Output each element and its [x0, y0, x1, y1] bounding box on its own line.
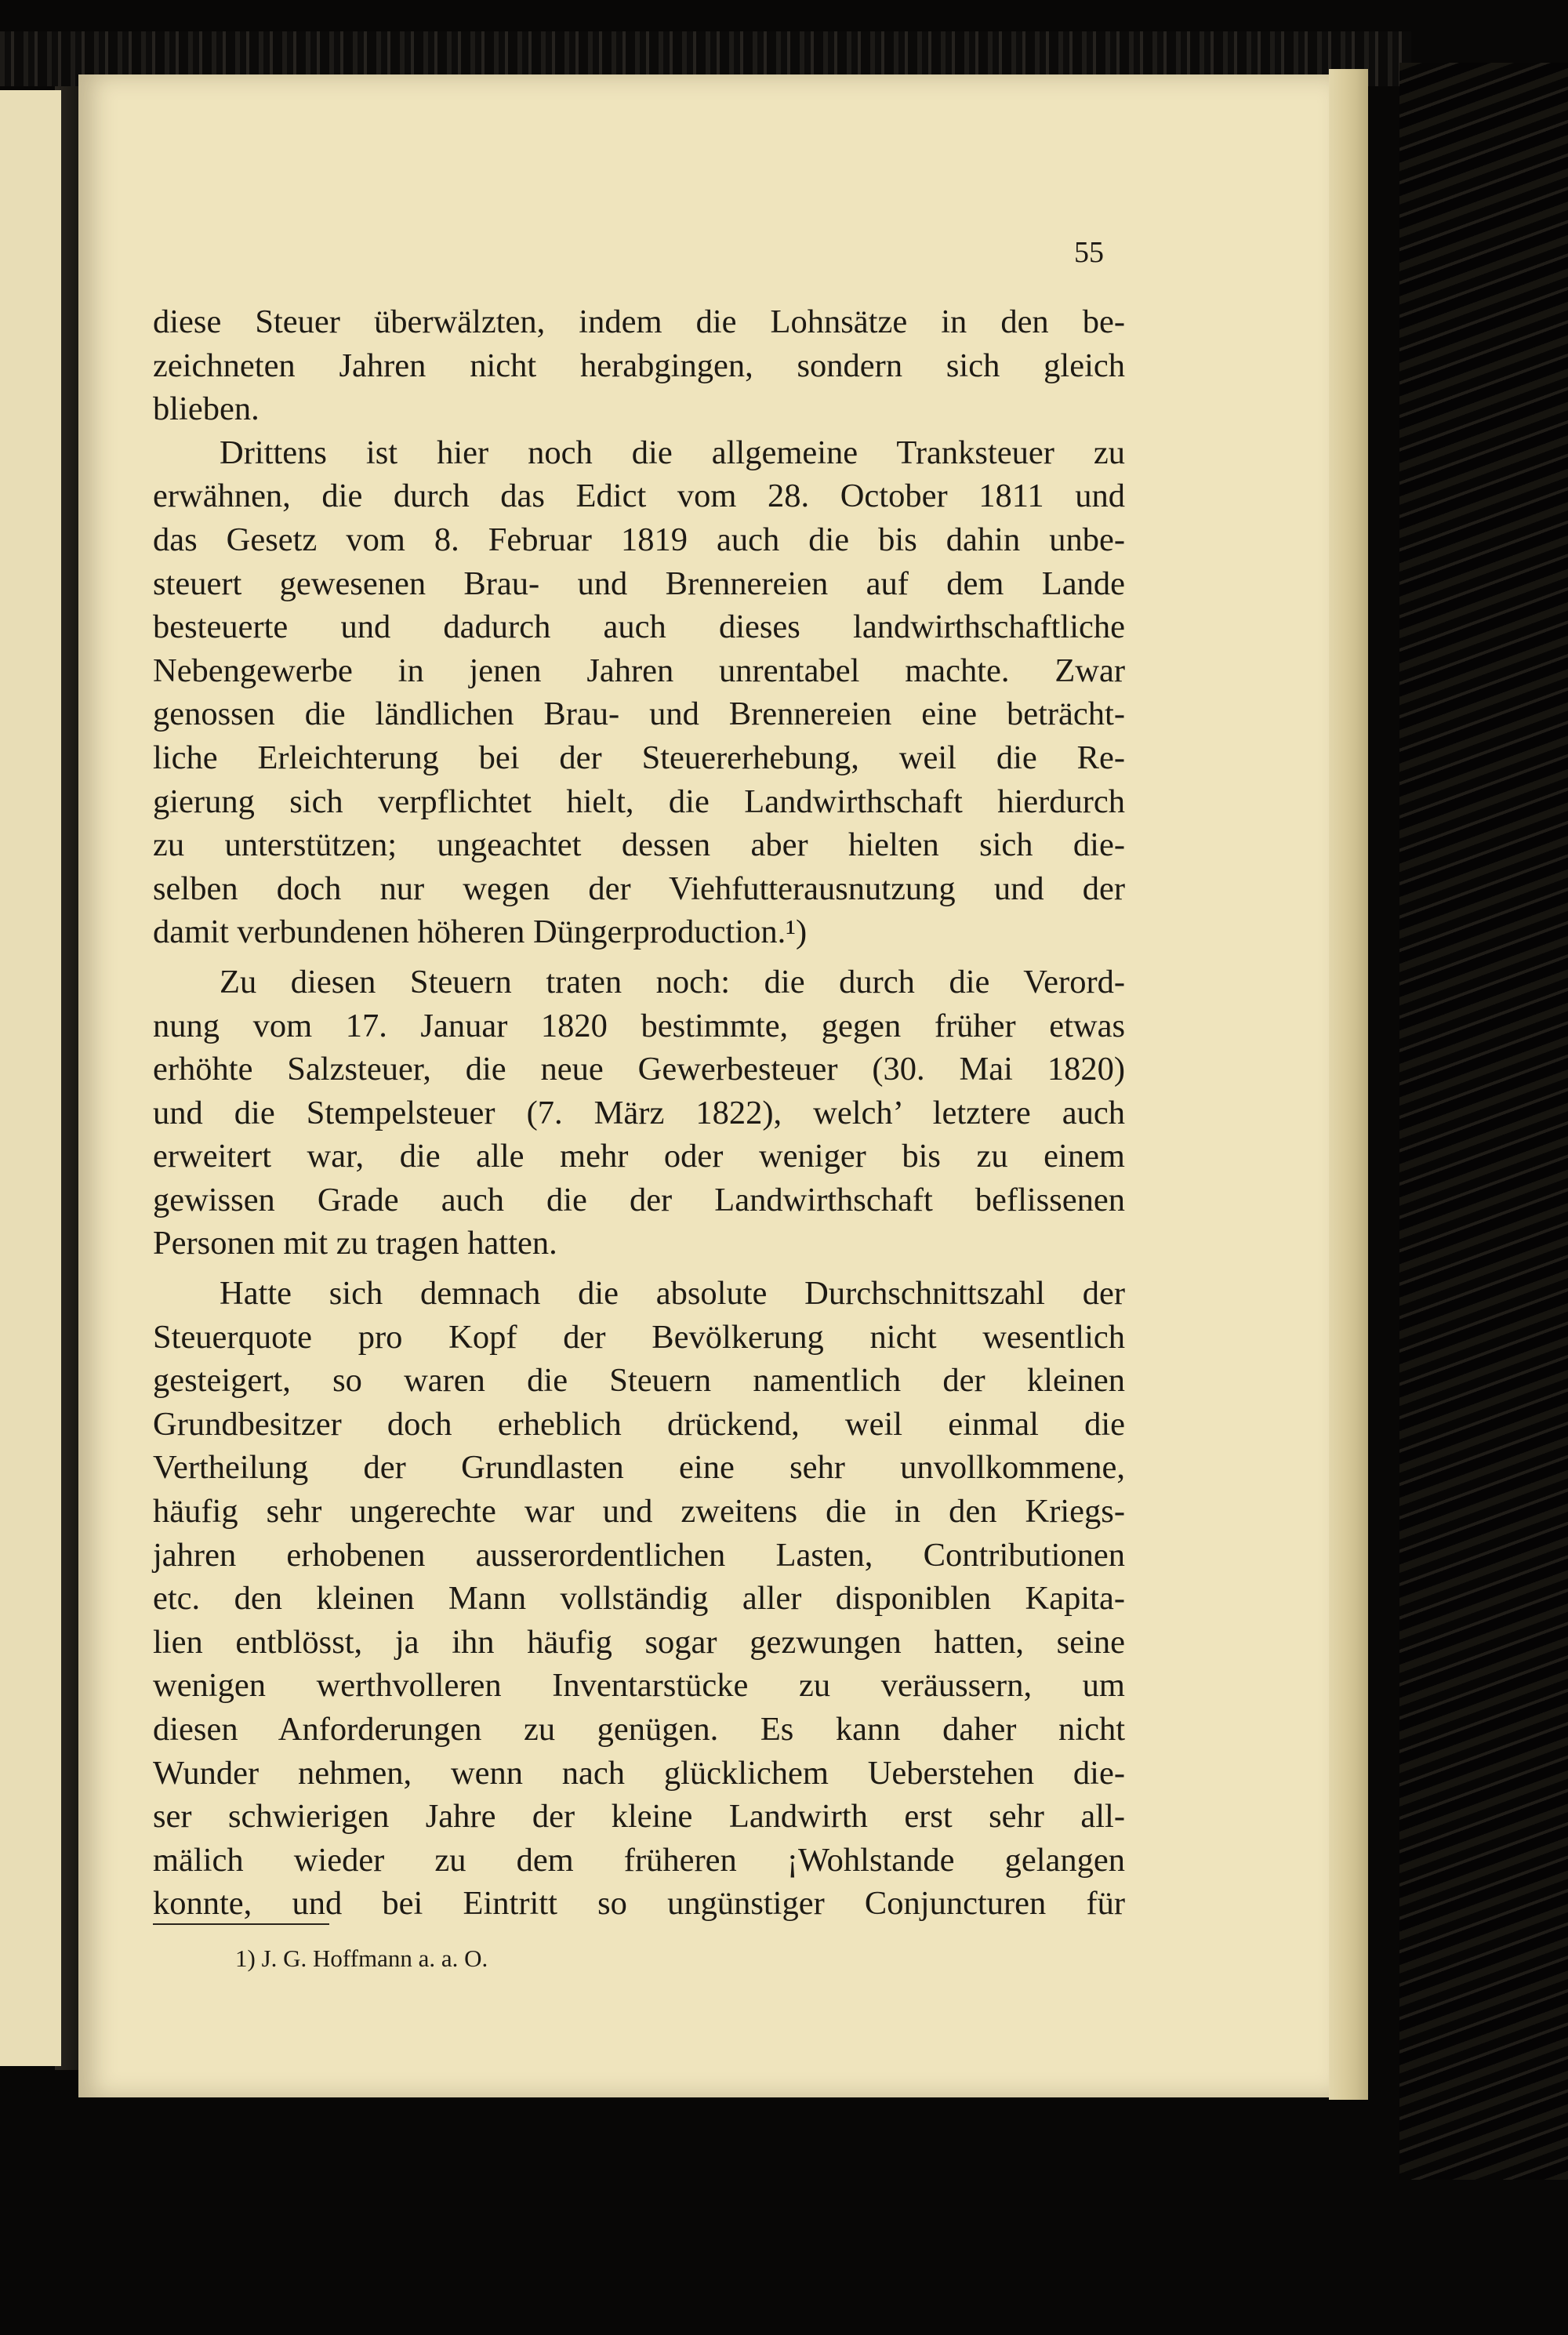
- footnote-rule: [153, 1923, 329, 1925]
- page-stack-edge: [1329, 69, 1368, 2100]
- text-line: erhöhte Salzsteuer, die neue Gewerbesteuer (30. Mai 1820): [153, 1051, 1125, 1088]
- text-line: zeichneten Jahren nicht herabgingen, sondern sich gleich: [153, 347, 1125, 384]
- text-line: Nebengewerbe in jenen Jahren unrentabel machte. Zwar: [153, 652, 1125, 689]
- text-line: damit verbundenen höheren Düngerproduction.¹): [153, 913, 808, 951]
- text-line: Vertheilung der Grundlasten eine sehr unvollkommene,: [153, 1449, 1125, 1487]
- text-line: liche Erleichterung bei der Steuererhebung, weil die Re-: [153, 739, 1125, 776]
- text-line: zu unterstützen; ungeachtet dessen aber hielten sich die-: [153, 826, 1125, 864]
- text-line: erwähnen, die durch das Edict vom 28. October 1811 und: [153, 478, 1125, 515]
- text-line: Hatte sich demnach die absolute Durchschnittszahl der: [220, 1275, 1125, 1313]
- text-line: ser schwierigen Jahre der kleine Landwirth erst sehr all-: [153, 1798, 1125, 1836]
- text-line: Grundbesitzer doch erheblich drückend, weil einmal die: [153, 1405, 1125, 1443]
- footnote-text: J. G. Hoffmann a. a. O.: [261, 1945, 488, 1972]
- text-line: Drittens ist hier noch die allgemeine Tranksteuer zu: [220, 434, 1125, 471]
- text-line: selben doch nur wegen der Viehfutterausnutzung und der: [153, 870, 1125, 907]
- footnote-marker: 1): [235, 1945, 256, 1972]
- text-line: blieben.: [153, 390, 260, 428]
- text-line: lien entblösst, ja ihn häufig sogar gezwungen hatten, seine: [153, 1623, 1125, 1661]
- book-binding: [1399, 63, 1568, 2180]
- text-line: steuert gewesenen Brau- und Brennereien auf dem Lande: [153, 565, 1125, 602]
- text-line: häufig sehr ungerechte war und zweitens die in den Kriegs-: [153, 1493, 1125, 1531]
- text-line: das Gesetz vom 8. Februar 1819 auch die bis dahin unbe-: [153, 521, 1125, 558]
- text-line: Zu diesen Steuern traten noch: die durch die Verord-: [220, 963, 1125, 1000]
- previous-page-edge: [0, 90, 61, 2066]
- body-text: [153, 300, 1125, 1926]
- text-line: besteuerte und dadurch auch dieses landwirthschaftliche: [153, 608, 1125, 646]
- text-line: wenigen werthvolleren Inventarstücke zu veräussern, um: [153, 1667, 1125, 1705]
- text-line: etc. den kleinen Mann vollständig aller disponiblen Kapita-: [153, 1580, 1125, 1618]
- text-line: Wunder nehmen, wenn nach glücklichem Ueberstehen die-: [153, 1754, 1125, 1792]
- footnote: [235, 1945, 488, 1973]
- text-line: jahren erhobenen ausserordentlichen Lasten, Contributionen: [153, 1536, 1125, 1574]
- text-line: diesen Anforderungen zu genügen. Es kann daher nicht: [153, 1711, 1125, 1748]
- text-line: genossen die ländlichen Brau- und Brennereien eine beträcht-: [153, 695, 1125, 733]
- text-line: nung vom 17. Januar 1820 bestimmte, gegen früher etwas: [153, 1007, 1125, 1044]
- text-line: erweitert war, die alle mehr oder weniger bis zu einem: [153, 1138, 1125, 1175]
- text-line: mälich wieder zu dem früheren ¡Wohlstande gelangen: [153, 1841, 1125, 1879]
- text-line: Steuerquote pro Kopf der Bevölkerung nicht wesentlich: [153, 1318, 1125, 1356]
- text-line: Personen mit zu tragen hatten.: [153, 1225, 557, 1262]
- text-line: gesteigert, so waren die Steuern namentlich der kleinen: [153, 1362, 1125, 1400]
- text-line: konnte, und bei Eintritt so ungünstiger Conjuncturen für: [153, 1885, 1125, 1923]
- text-line: und die Stempelsteuer (7. März 1822), welch’ letztere auch: [153, 1094, 1125, 1131]
- text-line: gewissen Grade auch die der Landwirthschaft beflissenen: [153, 1181, 1125, 1218]
- page-number: 55: [1074, 236, 1104, 269]
- text-line: diese Steuer überwälzten, indem die Lohnsätze in den be-: [153, 303, 1125, 340]
- text-line: gierung sich verpflichtet hielt, die Landwirthschaft hierdurch: [153, 783, 1125, 820]
